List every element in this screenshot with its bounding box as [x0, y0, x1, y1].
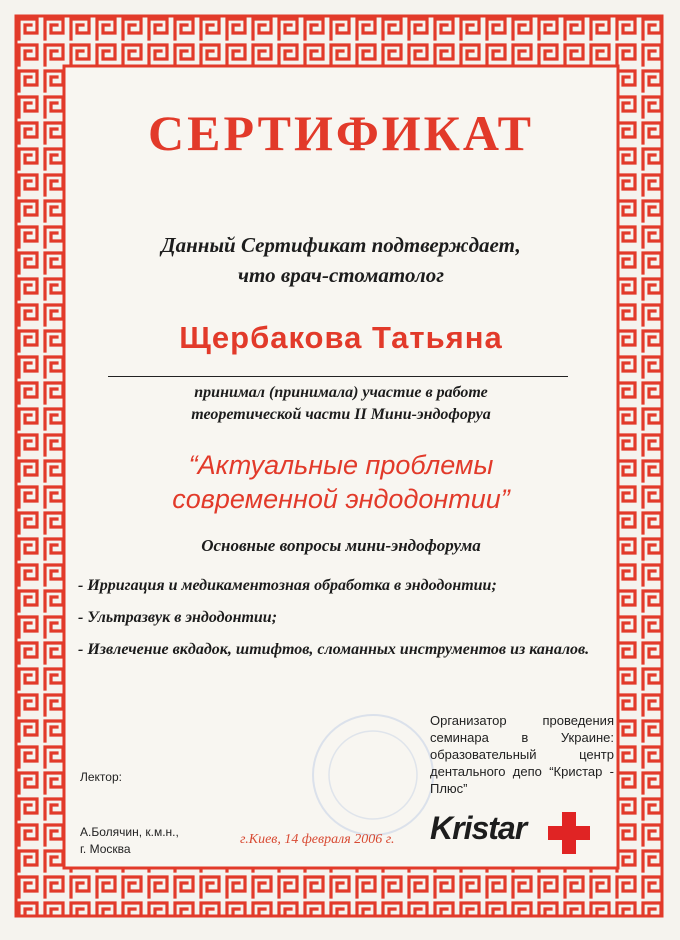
list-item: - Ультразвук в эндодонтии;: [78, 609, 278, 626]
faded-stamp: [308, 710, 438, 840]
logo-wordmark: Kristar: [430, 810, 527, 846]
certificate-title: СЕРТИФИКАТ: [147, 105, 534, 161]
lecturer-city: г. Москва: [80, 842, 131, 856]
place-and-date: г.Киев, 14 февраля 2006 г.: [240, 832, 395, 847]
participation-text: [68, 382, 614, 426]
recipient-name: Щербакова Татьяна: [179, 320, 503, 355]
forum-topic: [68, 448, 614, 516]
name-underline: [108, 376, 568, 377]
lecturer-name: А.Болячин, к.м.н.,: [80, 825, 179, 839]
participation-line-2: теоретической части II Мини-эндофоруа: [191, 406, 491, 423]
organizer-text: Организатор проведения семинара в Украине: образовательный центр дентального депо “Кристар - Плюс”: [430, 713, 614, 796]
red-cross-icon: [546, 810, 592, 856]
certificate-body: [68, 70, 614, 864]
topic-line-1: “Актуальные проблемы: [188, 450, 494, 480]
participation-line-1: принимал (принимала) участие в работе: [194, 384, 488, 401]
questions-title: Основные вопросы мини-эндофорума: [201, 536, 481, 555]
intro-text: [68, 230, 614, 290]
list-item: - Ирригация и медикаментозная обработка в эндодонтии;: [78, 577, 497, 594]
list-item: - Извлечение вкдадок, штифтов, сломанных инструментов из каналов.: [78, 641, 590, 658]
kristar-logo: [430, 810, 600, 860]
lecturer-info: [80, 824, 179, 858]
intro-line-1: Данный Сертификат подтверждает,: [161, 233, 521, 257]
lecturer-label: Лектор:: [80, 770, 122, 784]
questions-list: [78, 574, 610, 670]
topic-line-2: современной эндодонтии”: [172, 484, 510, 514]
intro-line-2: что врач-стоматолог: [238, 263, 444, 287]
